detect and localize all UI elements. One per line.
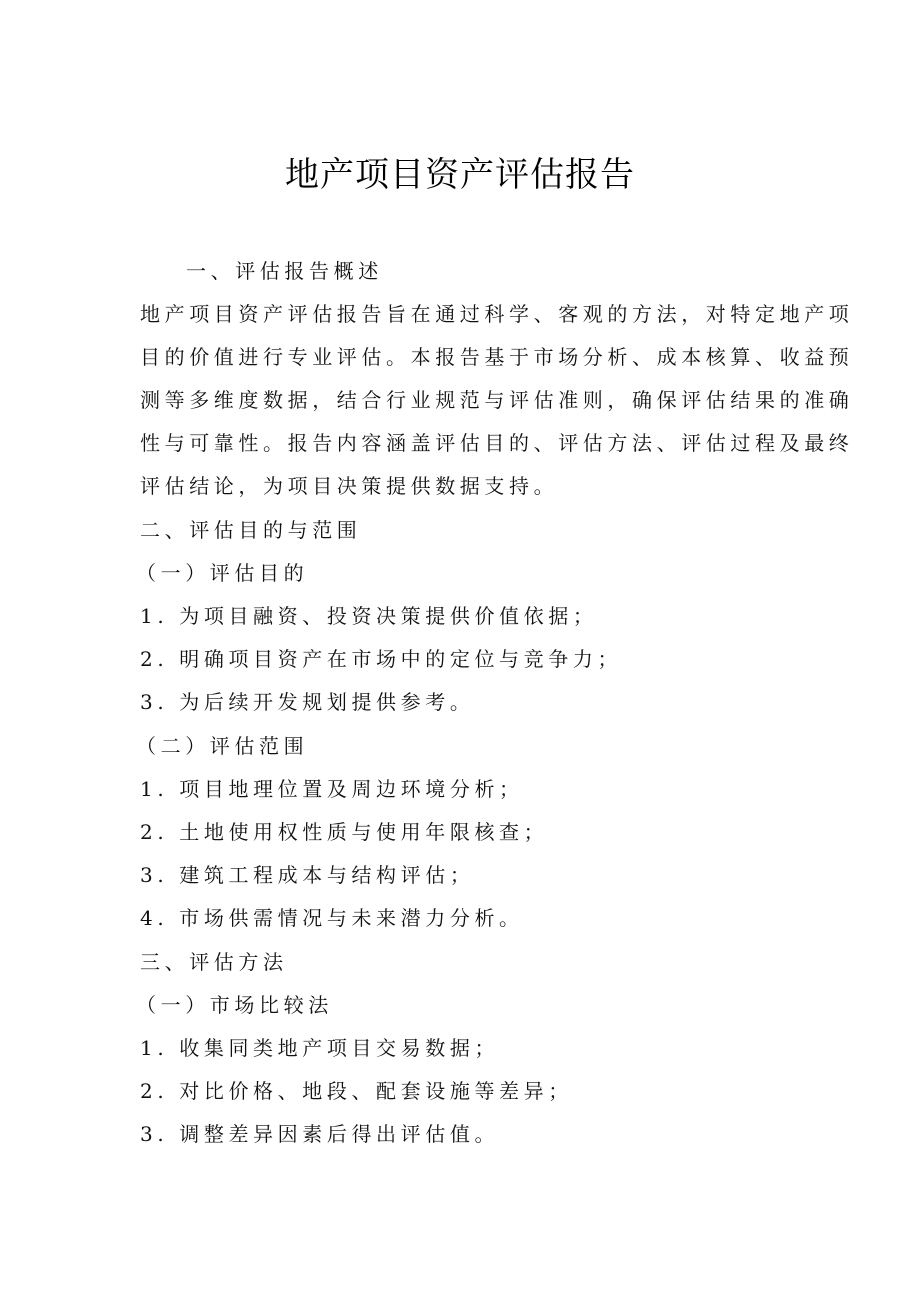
overview-paragraph-line: 评估结论，为项目决策提供数据支持。 [140, 474, 559, 498]
scope-list-item: 2. 土地使用权性质与使用年限核查； [140, 820, 549, 844]
document-title: 地产项目资产评估报告 [285, 155, 635, 195]
purpose-list-item: 2. 明确项目资产在市场中的定位与竞争力； [140, 647, 623, 671]
purpose-list-item: 1. 为项目融资、投资决策提供价值依据； [140, 604, 598, 628]
section-heading-purpose-scope: 二、评估目的与范围 [140, 518, 362, 542]
method-list-item: 1. 收集同类地产项目交易数据； [140, 1036, 500, 1060]
scope-list-item: 3. 建筑工程成本与结构评估； [140, 863, 475, 887]
scope-list-item: 4. 市场供需情况与未来潜力分析。 [140, 906, 524, 930]
method-list-item: 3. 调整差异因素后得出评估值。 [140, 1122, 500, 1146]
method-list-item: 2. 对比价格、地段、配套设施等差异； [140, 1079, 573, 1103]
overview-paragraph-line: 目的价值进行专业评估。本报告基于市场分析、成本核算、收益预 [140, 345, 854, 369]
section-heading-methods: 三、评估方法 [140, 950, 288, 974]
overview-paragraph-line: 性与可靠性。报告内容涵盖评估目的、评估方法、评估过程及最终 [140, 431, 854, 455]
overview-paragraph-line: 地产项目资产评估报告旨在通过科学、客观的方法，对特定地产项 [140, 302, 854, 326]
overview-paragraph-line: 测等多维度数据，结合行业规范与评估准则，确保评估结果的准确 [140, 388, 854, 412]
subsection-heading-purpose: （一）评估目的 [136, 561, 309, 585]
subsection-heading-scope: （二）评估范围 [136, 734, 309, 758]
section-heading-overview: 一、评估报告概述 [186, 259, 383, 283]
subsection-heading-market-comparison: （一）市场比较法 [136, 993, 333, 1017]
purpose-list-item: 3. 为后续开发规划提供参考。 [140, 690, 475, 714]
scope-list-item: 1. 项目地理位置及周边环境分析； [140, 777, 524, 801]
